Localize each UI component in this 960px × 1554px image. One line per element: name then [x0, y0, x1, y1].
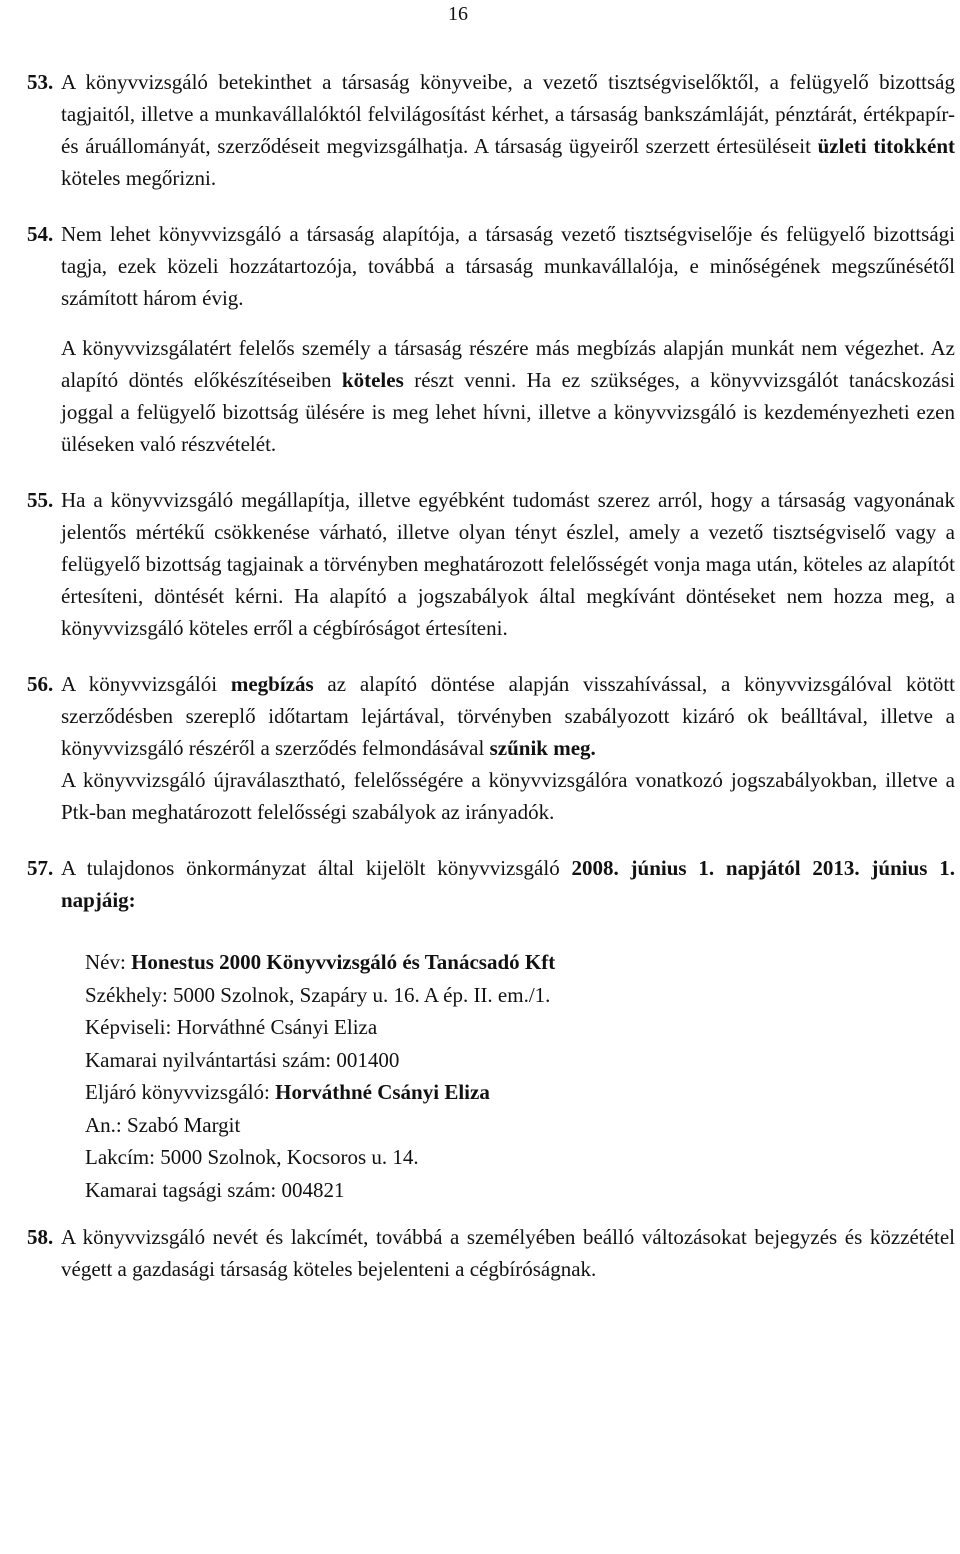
paragraph [61, 668, 955, 764]
section-body [61, 66, 955, 194]
text: Ha a könyvvizsgáló megállapítja, illetve egyébként tudomást szerez arról, hogy a társaság vagyonának jelentős mértékű csökkenése várható, illetve olyan tényt észlel, amely a vezető tisztségviselő vagy a felügyelő bizottság tagjainak a törvényben meghatározott felelősségét vonja maga után, köteles az alapítót értesíteni, döntését kérni. Ha alapító a jogszabályok által megkívánt döntéseket nem hozza meg, a könyvvizsgáló köteles erről a cégbíróságot értesíteni. [61, 488, 955, 640]
text: A könyvvizsgáló nevét és lakcímét, továbbá a személyében beálló változásokat bejegyzés és közzététel végett a gazdasági társaság köteles bejelenteni a cégbíróságnak. [61, 1225, 955, 1281]
label: Eljáró könyvvizsgáló: [85, 1080, 276, 1104]
text: Nem lehet könyvvizsgáló a társaság alapítója, a társaság vezető tisztségviselője és felügyelő bizottsági tagja, ezek közeli hozzátartozója, továbbá a társaság munkavállalója, e minőségének megszűnésétől számított három évig. [61, 222, 955, 310]
section-body [61, 1221, 955, 1285]
section-number: 53. [27, 70, 54, 94]
text: A könyvvizsgáló újraválasztható, felelősségére a könyvvizsgálóra vonatkozó jogszabályokban, illetve a Ptk-ban meghatározott felelősségi szabályok az irányadók. [61, 768, 955, 824]
section-number: 54. [27, 222, 54, 246]
text: A könyvvizsgálói [61, 672, 231, 696]
auditor-name [85, 946, 955, 979]
text: A tulajdonos önkormányzat által kijelölt könyvvizsgáló [61, 856, 572, 880]
text: részt venni. Ha ez szükséges, a könyvvizsgálót tanácskozási joggal a felügyelő bizottság ülésére is meg lehet hívni, illetve a könyvvizsgáló is kezdeményezheti ezen üléseken való részvételét. [61, 368, 955, 456]
auditor-address: Lakcím: 5000 Szolnok, Kocsoros u. 14. [85, 1145, 419, 1169]
auditor-mother-name: An.: Szabó Margit [85, 1112, 241, 1137]
section-number: 56. [27, 672, 54, 696]
bold-text: 2008. június 1. napjától 2013. június 1. napjáig: [61, 856, 955, 912]
paragraph [61, 332, 955, 460]
section-number: 55. [27, 488, 54, 512]
auditor-member-number: Kamarai tagsági szám: 004821 [85, 1177, 345, 1202]
paragraph [61, 484, 955, 644]
text: köteles megőrizni. [61, 166, 217, 190]
text: A könyvvizsgáló betekinthet a társaság könyveibe, a vezető tisztségviselőktől, a felügyelő bizottság tagjaitól, illetve a munkavállalóktól felvilágosítást kérhet, a társaság bankszámláját, pénztárát, értékpapír- és áruállományát, szerződéseit megvizsgálhatja. A társaság ügyeiről szerzett értesüléseit [61, 70, 955, 158]
document-body [27, 66, 955, 1285]
value: Horváthné Csányi Eliza [275, 1080, 490, 1104]
paragraph [61, 1221, 955, 1285]
section-number: 57. [27, 856, 54, 880]
bold-text: köteles [341, 368, 404, 392]
bold-text: üzleti titokként [817, 134, 955, 158]
auditor-chamber-registration: Kamarai nyilvántartási szám: 001400 [85, 1047, 400, 1072]
section-56 [27, 668, 955, 828]
section-body [61, 852, 955, 916]
label: Név: [85, 950, 132, 974]
page-number: 16 [448, 3, 468, 25]
text: az alapító döntése alapján visszahívással, a könyvvizsgálóval kötött szerződésben szereplő időtartam lejártával, törvényben szabályozott kizáró ok beálltával, illetve a könyvvizsgáló részéről a szerződés felmondásával [61, 672, 955, 760]
text: A könyvvizsgálatért felelős személy a társaság részére más megbízás alapján munkát nem végezhet. Az alapító döntés előkészítéseiben [61, 336, 955, 392]
section-body [61, 218, 955, 460]
section-number: 58. [27, 1225, 54, 1249]
paragraph [61, 852, 955, 916]
value: Honestus 2000 Könyvvizsgáló és Tanácsadó Kft [131, 950, 556, 974]
paragraph [61, 764, 955, 828]
section-body [61, 484, 955, 644]
section-54 [27, 218, 955, 460]
bold-text: megbízás [230, 672, 314, 696]
section-body [61, 668, 955, 828]
section-55 [27, 484, 955, 644]
bold-text: szűnik meg. [489, 736, 596, 760]
paragraph [61, 218, 955, 314]
acting-auditor [85, 1076, 955, 1109]
section-58 [27, 1221, 955, 1285]
auditor-details [27, 946, 955, 1206]
section-57 [27, 852, 955, 916]
section-53 [27, 66, 955, 194]
paragraph [61, 66, 955, 194]
auditor-representative: Képviseli: Horváthné Csányi Eliza [85, 1015, 378, 1039]
auditor-seat: Székhely: 5000 Szolnok, Szapáry u. 16. A ép. II. em./1. [85, 982, 551, 1007]
